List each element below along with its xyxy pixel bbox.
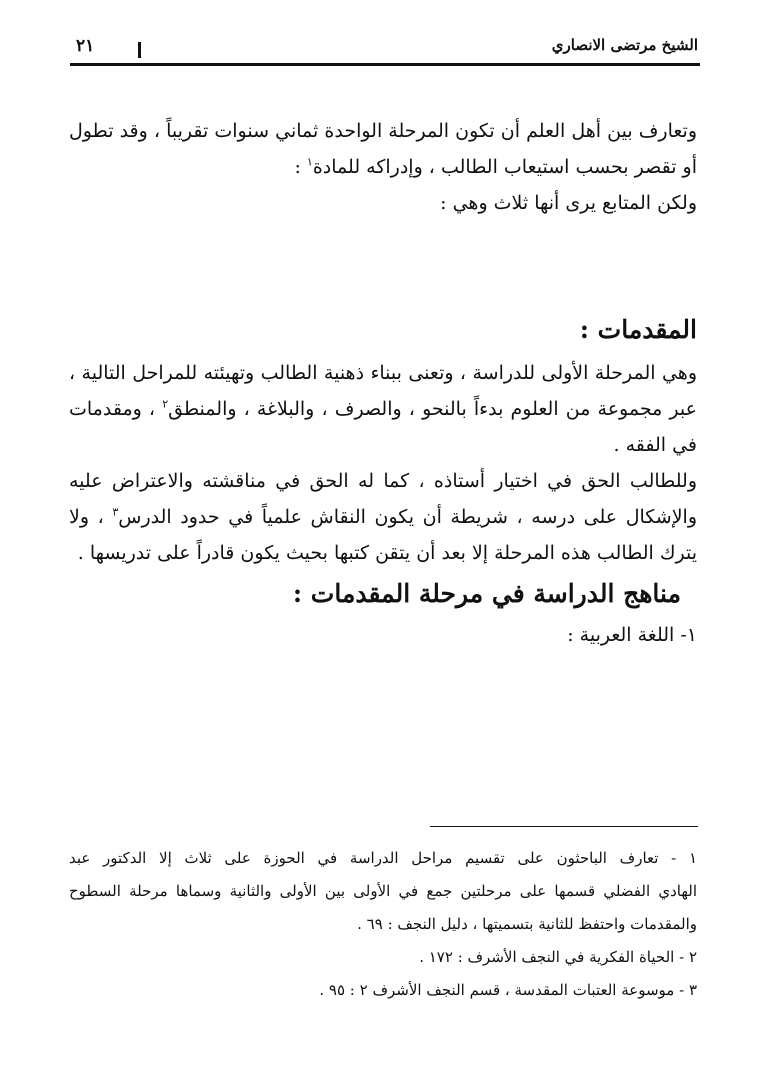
paragraph-1-line-2 bbox=[69, 149, 697, 185]
paragraph-3-line-3: يترك الطالب هذه المرحلة إلا بعد أن يتقن كتبها بحيث يكون قادراً على تدريسها . bbox=[77, 542, 697, 564]
footnote-ref-1: ١ bbox=[306, 155, 313, 169]
paragraph-1-line-1: وتعارف بين أهل العلم أن تكون المرحلة الواحدة ثماني سنوات تقريباً ، وقد تطول bbox=[69, 120, 697, 142]
section-heading-muqaddimat: المقدمات : bbox=[579, 315, 697, 344]
header-rule bbox=[70, 63, 700, 66]
paragraph-3-line-2 bbox=[69, 499, 697, 535]
footnote-ref-2: ٢ bbox=[162, 397, 169, 411]
line-text: والإشكال على درسه ، شريطة أن يكون النقاش علمياً في حدود الدرس bbox=[118, 506, 697, 528]
paragraph-1-line-3: ولكن المتابع يرى أنها ثلاث وهي : bbox=[440, 192, 697, 214]
page-number: ٢١ bbox=[76, 36, 95, 56]
footnote-1-line-2: الهادي الفضلي قسمها على مرحلتين جمع في الأولى بين الأولى والثانية وسماها مرحلة السطوح bbox=[69, 882, 697, 900]
header-tick-mark bbox=[138, 42, 141, 58]
footnote-2: ٢ - الحياة الفكرية في النجف الأشرف : ١٧٢ . bbox=[419, 948, 697, 966]
paragraph-2-line-2 bbox=[69, 391, 697, 427]
section-heading-curricula: مناهج الدراسة في مرحلة المقدمات : bbox=[292, 579, 681, 608]
line-tail: ، ومقدمات bbox=[69, 398, 163, 420]
page-header bbox=[72, 34, 698, 64]
paragraph-2-line-3: في الفقه . bbox=[613, 434, 697, 456]
list-item-arabic-language: ١- اللغة العربية : bbox=[567, 624, 697, 646]
footnote-ref-3: ٣ bbox=[112, 505, 119, 519]
footnote-3: ٣ - موسوعة العتبات المقدسة ، قسم النجف الأشرف ٢ : ٩٥ . bbox=[319, 981, 697, 999]
paragraph-2-line-1: وهي المرحلة الأولى للدراسة ، وتعنى ببناء ذهنية الطالب وتهيئته للمراحل التالية ، bbox=[69, 362, 697, 384]
running-title: الشيخ مرتضى الانصاري bbox=[551, 36, 698, 54]
line-text: عبر مجموعة من العلوم بدءاً بالنحو ، والصرف ، والبلاغة ، والمنطق bbox=[168, 398, 697, 420]
line-tail: : bbox=[294, 156, 307, 178]
footnote-1-line-3: والمقدمات واحتفظ للثانية بتسميتها ، دليل النجف : ٦٩ . bbox=[357, 915, 697, 933]
footnotes bbox=[69, 842, 697, 1007]
paragraph-3-line-1: وللطالب الحق في اختيار أستاذه ، كما له الحق في مناقشته والاعتراض عليه bbox=[69, 470, 697, 492]
line-tail: ، ولا bbox=[69, 506, 113, 528]
footnote-1-line-1: ١ - تعارف الباحثون على تقسيم مراحل الدراسة في الحوزة على ثلاث إلا الدكتور عبد bbox=[69, 849, 697, 867]
spacer bbox=[69, 221, 697, 307]
line-text: أو تقصر بحسب استيعاب الطالب ، وإدراكه للمادة bbox=[312, 156, 697, 178]
main-text bbox=[69, 113, 697, 653]
footnote-separator bbox=[430, 826, 698, 827]
